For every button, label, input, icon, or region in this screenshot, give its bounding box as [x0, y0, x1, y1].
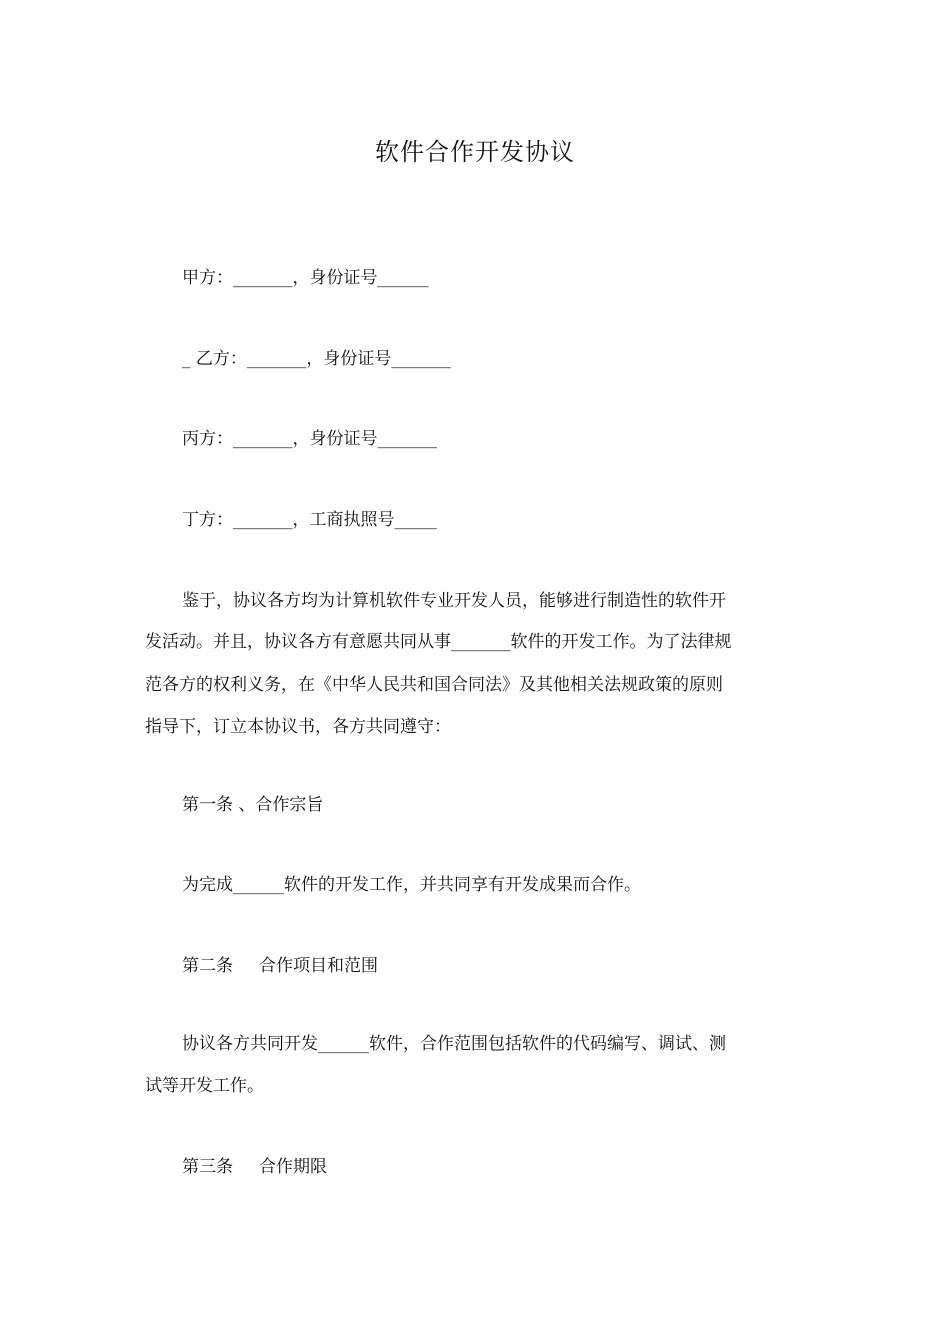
article-2-body-line-2: 试等开发工作。: [145, 1076, 264, 1096]
preamble-line-3: 范各方的权利义务，在《中华人民共和国合同法》及其他相关法规政策的原则: [145, 675, 723, 695]
article-3-name: 合作期限: [259, 1157, 327, 1177]
party-ding-line: 丁方：_______，工商执照号_____: [182, 510, 437, 530]
article-2-name: 合作项目和范围: [259, 956, 378, 976]
preamble-line-1: 鉴于，协议各方均为计算机软件专业开发人员，能够进行制造性的软件开: [182, 591, 726, 611]
article-2-body-line-1: 协议各方共同开发______软件，合作范围包括软件的代码编写、调试、测: [182, 1034, 726, 1054]
party-bing-line: 丙方：_______，身份证号_______: [182, 429, 437, 449]
preamble-line-2: 发活动。并且，协议各方有意愿共同从事_______软件的开发工作。为了法律规: [145, 632, 732, 652]
party-jia-line: 甲方：_______，身份证号______: [182, 268, 429, 288]
article-3-heading: [182, 1154, 810, 1180]
article-2-number: 第二条: [182, 956, 233, 976]
article-1-heading: 第一条 、合作宗旨: [182, 795, 324, 815]
preamble-line-4: 指导下，订立本协议书，各方共同遵守：: [145, 717, 451, 737]
article-2-heading: [182, 953, 810, 979]
document-title: 软件合作开发协议: [375, 138, 575, 166]
article-1-body: 为完成______软件的开发工作，并共同享有开发成果而合作。: [182, 875, 641, 895]
party-yi-line: _ 乙方：_______，身份证号_______: [182, 349, 451, 369]
article-3-number: 第三条: [182, 1157, 233, 1177]
